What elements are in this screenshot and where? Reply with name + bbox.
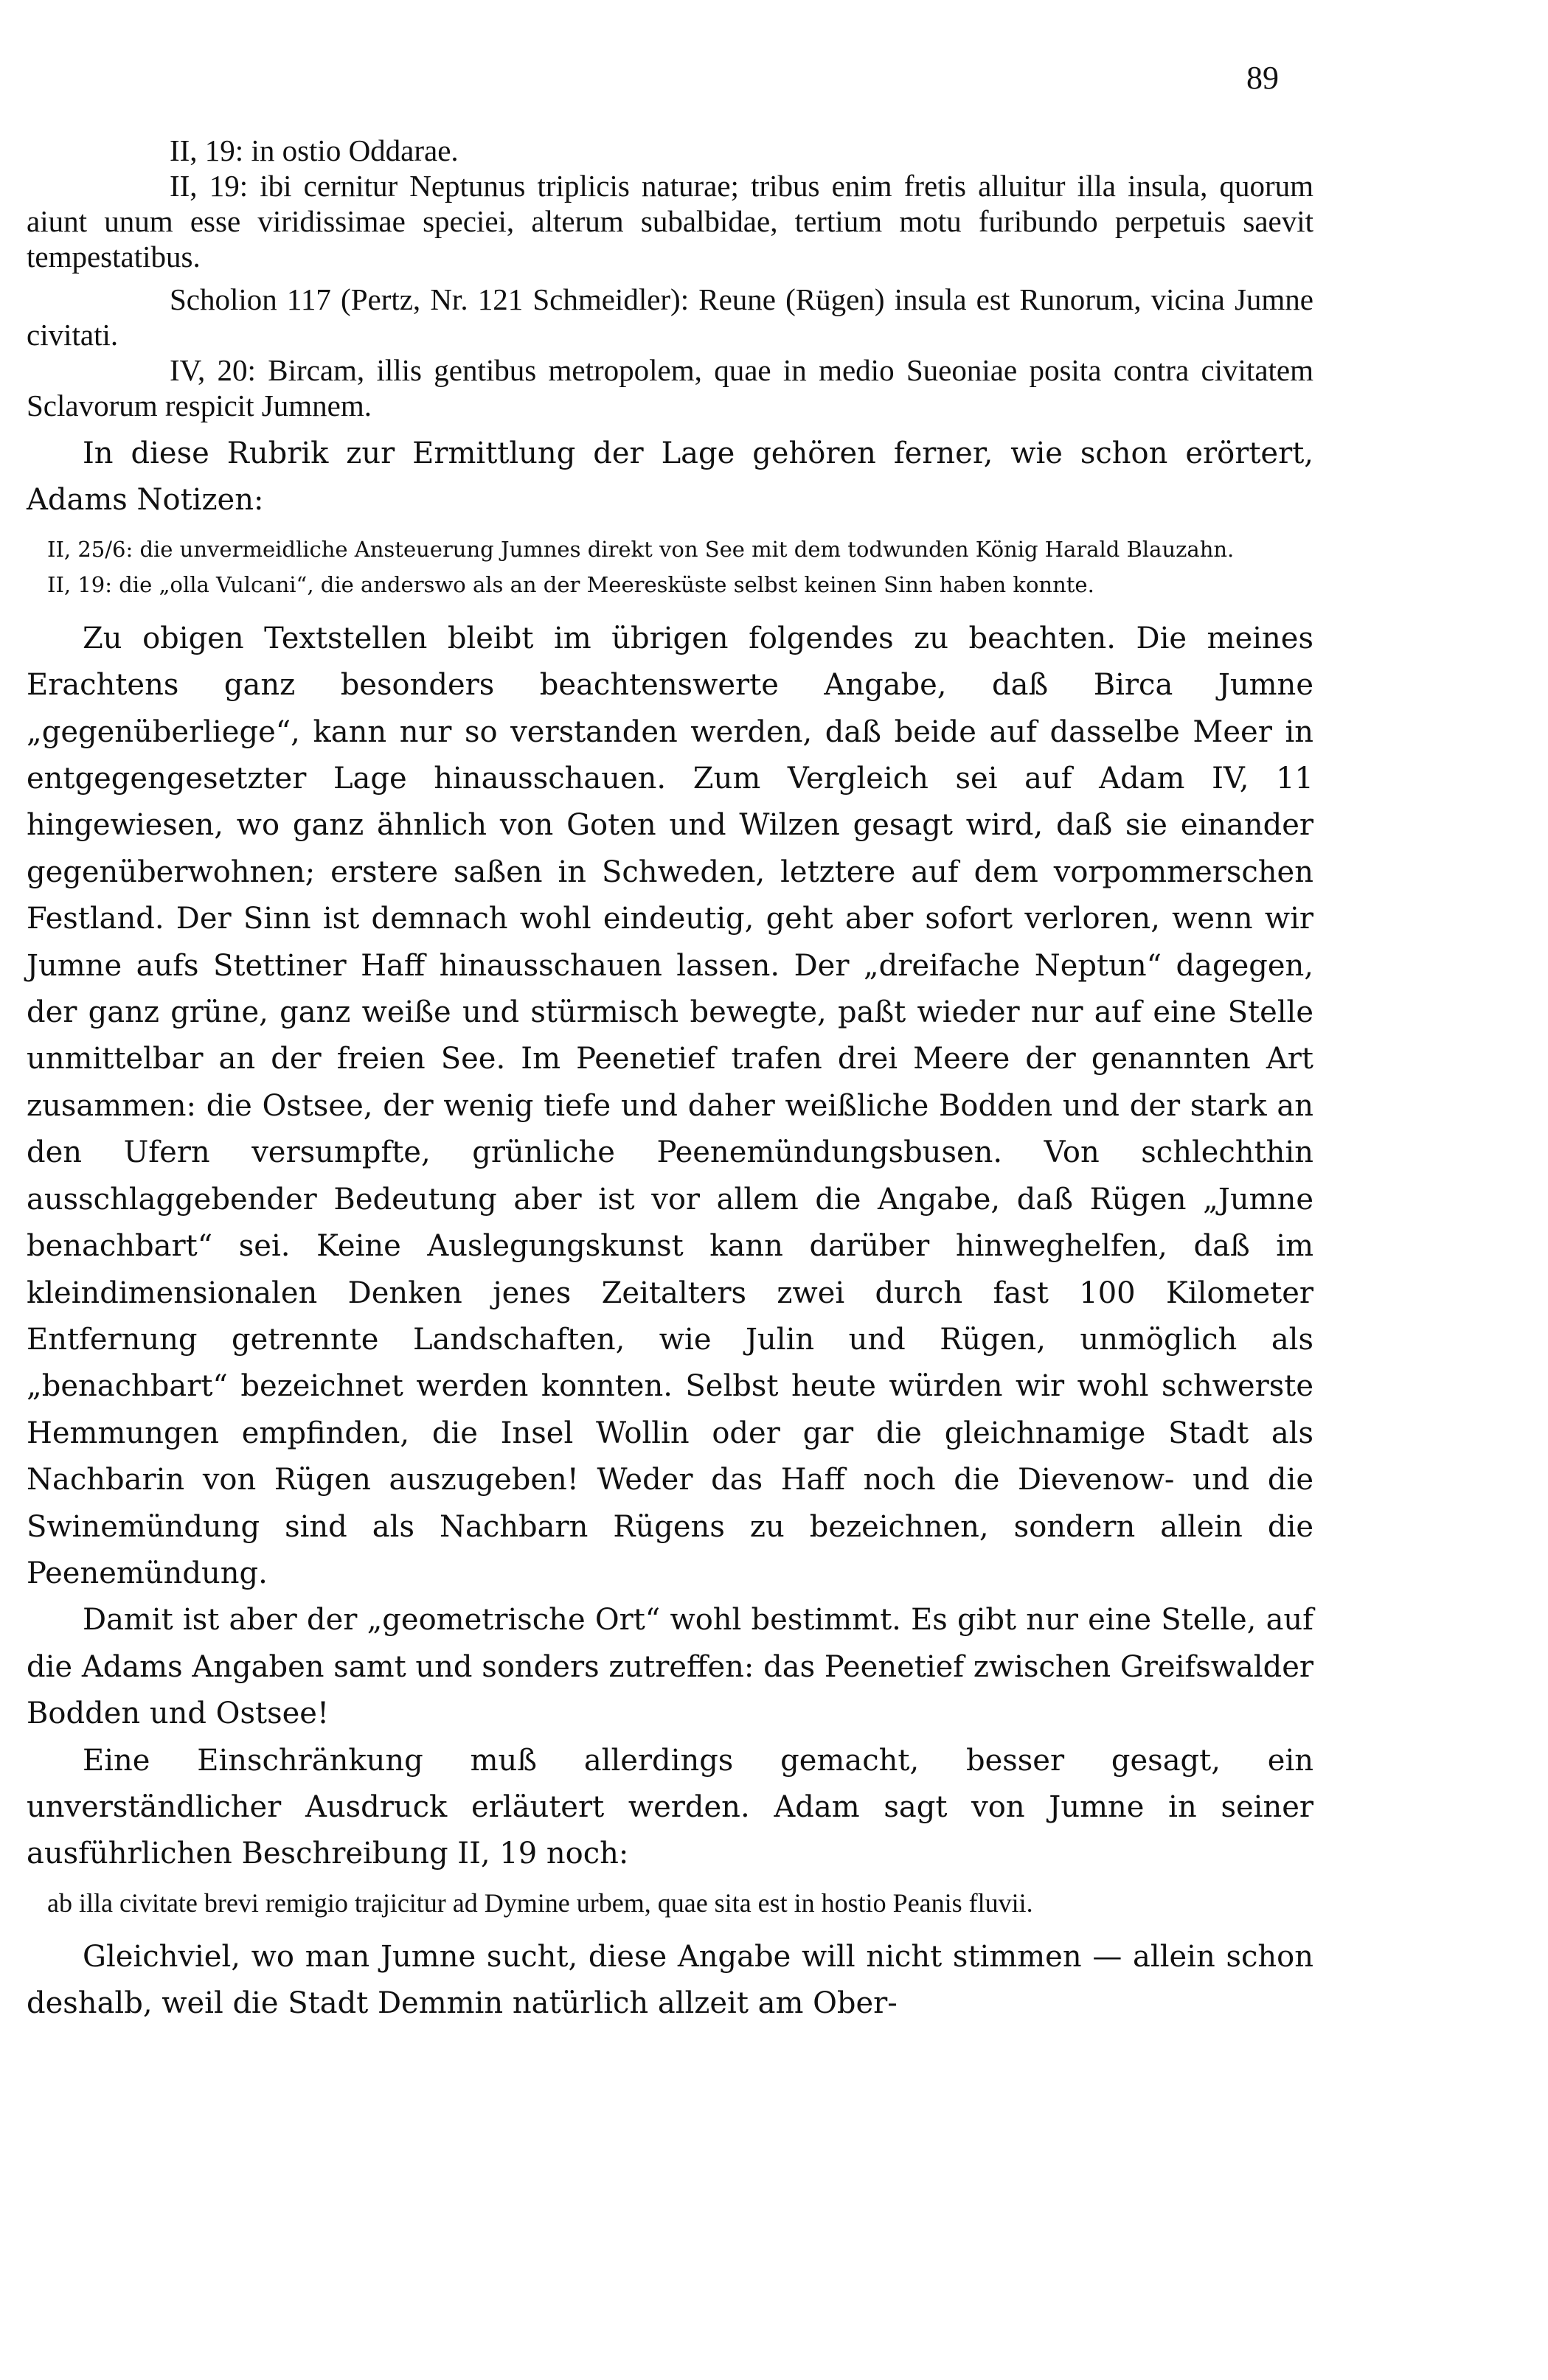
- body-paragraph: Zu obigen Textstellen bleibt im übrigen folgendes zu beachten. Die meines Erachtens ganz besonders beachtenswerte Angabe, daß Birca Jumne „gegenüberliege“, kann nur so verstanden werden, daß beide auf dasselbe Meer in entgegengesetzter Lage hinausschauen. Zum Vergleich sei auf Adam IV, 11 hingewiesen, wo ganz ähnlich von Goten und Wilzen gesagt wird, daß sie einander gegenüberwohnen; erstere saßen in Schweden, letztere auf dem vorpommerschen Festland. Der Sinn ist demnach wohl eindeutig, geht aber sofort verloren, wenn wir Jumne aufs Stettiner Haff hinausschauen lassen. Der „dreifache Neptun“ dagegen, der ganz grüne, ganz weiße und stürmisch bewegte, paßt wieder nur auf eine Stelle unmittelbar an der freien See. Im Peenetief trafen drei Meere der genannten Art zusammen: die Ostsee, der wenig tiefe und daher weißliche Bodden und der stark an den Ufern versumpfte, grünliche Peenemündungsbusen. Von schlechthin ausschlaggebender Bedeutung aber ist vor allem die Angabe, daß Rügen „Jumne benachbart“ sei. Keine Auslegungskunst kann darüber hinweghelfen, daß im kleindimensionalen Denken jenes Zeitalters zwei durch fast 100 Kilometer Entfernung getrennte Landschaften, wie Julin und Rügen, unmöglich als „benachbart“ bezeichnet werden konnten. Selbst heute würden wir wohl schwerste Hemmungen empfinden, die Insel Wollin oder gar die gleichnamige Stadt als Nachbarin von Rügen auszugeben! Weder das Haff noch die Dievenow- und die Swinemündung sind als Nachbarn Rügens zu bezeichnen, sondern allein die Peenemündung.: [27, 621, 1313, 1590]
- citation-paragraph: II, 19: in ostio Oddarae.: [170, 133, 459, 167]
- citation-paragraph: IV, 20: Bircam, illis gentibus metropolem, quae in medio Sueoniae posita contra civitatem Sclavorum respicit Jumnem.: [27, 353, 1313, 422]
- body-paragraph: Eine Einschränkung muß allerdings gemacht, besser gesagt, ein unverständlicher Ausdruck erläutert werden. Adam sagt von Jumne in seiner ausführlichen Beschreibung II, 19 noch:: [27, 1743, 1313, 1871]
- citation-paragraph: II, 19: ibi cernitur Neptunus triplicis naturae; tribus enim fretis alluitur illa insula, quorum aiunt unum esse viridissimae speciei, alterum subalbidae, tertium motu furibundo perpetuis saevit tempestatibus.: [27, 169, 1313, 274]
- note-paragraph: II, 19: die „olla Vulcani“, die anderswo als an der Meeresküste selbst keinen Sinn haben konnte.: [47, 571, 1094, 597]
- page-body: [27, 133, 1313, 2028]
- page-number: 89: [1246, 60, 1279, 96]
- body-paragraph: In diese Rubrik zur Ermittlung der Lage gehören ferner, wie schon erörtert, Adams Notizen:: [27, 436, 1313, 518]
- scholion-paragraph: Scholion 117 (Pertz, Nr. 121 Schmeidler): Reune (Rügen) insula est Runorum, vicina Jumne civitati.: [27, 282, 1313, 352]
- latin-quote: ab illa civitate brevi remigio trajicitur ad Dymine urbem, quae sita est in hostio Peanis fluvii.: [47, 1887, 1033, 1918]
- note-paragraph: II, 25/6: die unvermeidliche Ansteuerung Jumnes direkt von See mit dem todwunden König Harald Blauzahn.: [47, 536, 1235, 562]
- body-paragraph: Gleichviel, wo man Jumne sucht, diese Angabe will nicht stimmen — allein schon deshalb, weil die Stadt Demmin natürlich allzeit am Ober-: [27, 1939, 1313, 2021]
- body-paragraph: Damit ist aber der „geometrische Ort“ wohl bestimmt. Es gibt nur eine Stelle, auf die Adams Angaben samt und sonders zutreffen: das Peenetief zwischen Greifswalder Bodden und Ostsee!: [27, 1603, 1313, 1731]
